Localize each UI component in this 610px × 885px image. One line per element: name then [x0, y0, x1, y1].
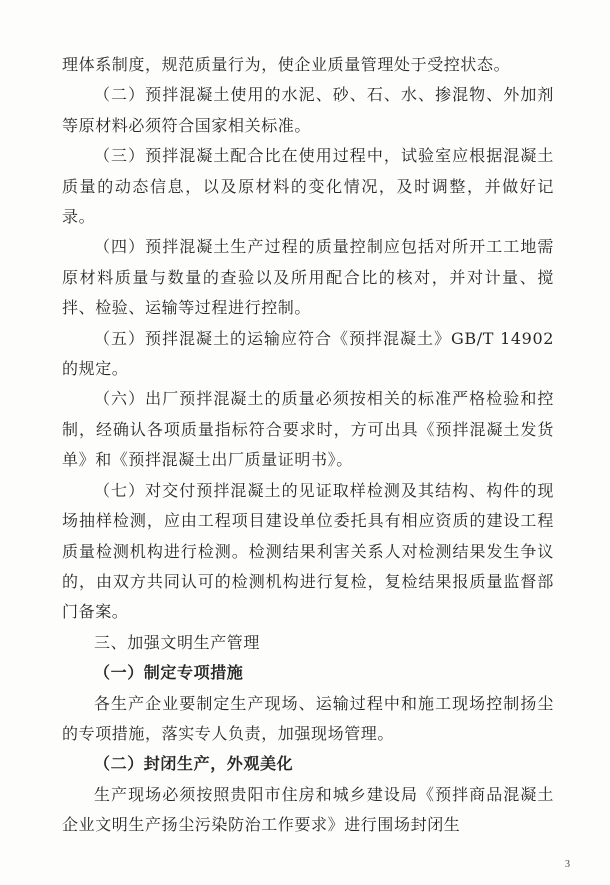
subheading-enclosed-production: （二）封闭生产，外观美化: [94, 754, 294, 774]
paragraph-item-2: （二）预拌混凝土使用的水泥、砂、石、水、掺混物、外加剂等原材料必须符合国家相关标准。: [62, 85, 554, 135]
paragraph-item-6: （六）出厂预拌混凝土的质量必须按相关的标准严格检验和控制，经确认各项质量指标符合要求时，方可出具《预拌混凝土发货单》和《预拌混凝土出厂质量证明书》。: [62, 389, 554, 470]
paragraph-item-3: （三）预拌混凝土配合比在使用过程中，试验室应根据混凝土质量的动态信息，以及原材料的变化情况，及时调整，并做好记录。: [62, 146, 554, 227]
paragraph-item-4: （四）预拌混凝土生产过程的质量控制应包括对所开工工地需原材料质量与数量的查验以及所用配合比的核对，并对计量、搅拌、检验、运输等过程进行控制。: [62, 237, 554, 318]
paragraph-item-5: （五）预拌混凝土的运输应符合《预拌混凝土》GB/T 14902的规定。: [62, 328, 554, 379]
paragraph-measures: 各生产企业要制定生产现场、运输过程中和施工现场控制扬尘的专项措施，落实专人负责，加强现场管理。: [62, 693, 554, 743]
subheading-measures: （一）制定专项措施: [94, 663, 244, 683]
document-body: [62, 50, 554, 841]
paragraph-item-7: （七）对交付预拌混凝土的见证取样检测及其结构、构件的现场抽样检测，应由工程项目建设单位委托具有相应资质的建设工程质量检测机构进行检测。检测结果利害关系人对检测结果发生争议的，由双方共同认可的检测机构进行复检，复检结果报质量监督部门备案。: [62, 480, 554, 622]
page-number: 3: [565, 859, 570, 870]
paragraph-continuation: 理体系制度，规范质量行为，使企业质量管理处于受控状态。: [62, 55, 511, 74]
paragraph-enclosed-production: 生产现场必须按照贵阳市住房和城乡建设局《预拌商品混凝土企业文明生产扬尘污染防治工作要求》进行围场封闭生: [62, 784, 554, 835]
section-heading-3: 三、加强文明生产管理: [94, 632, 261, 652]
